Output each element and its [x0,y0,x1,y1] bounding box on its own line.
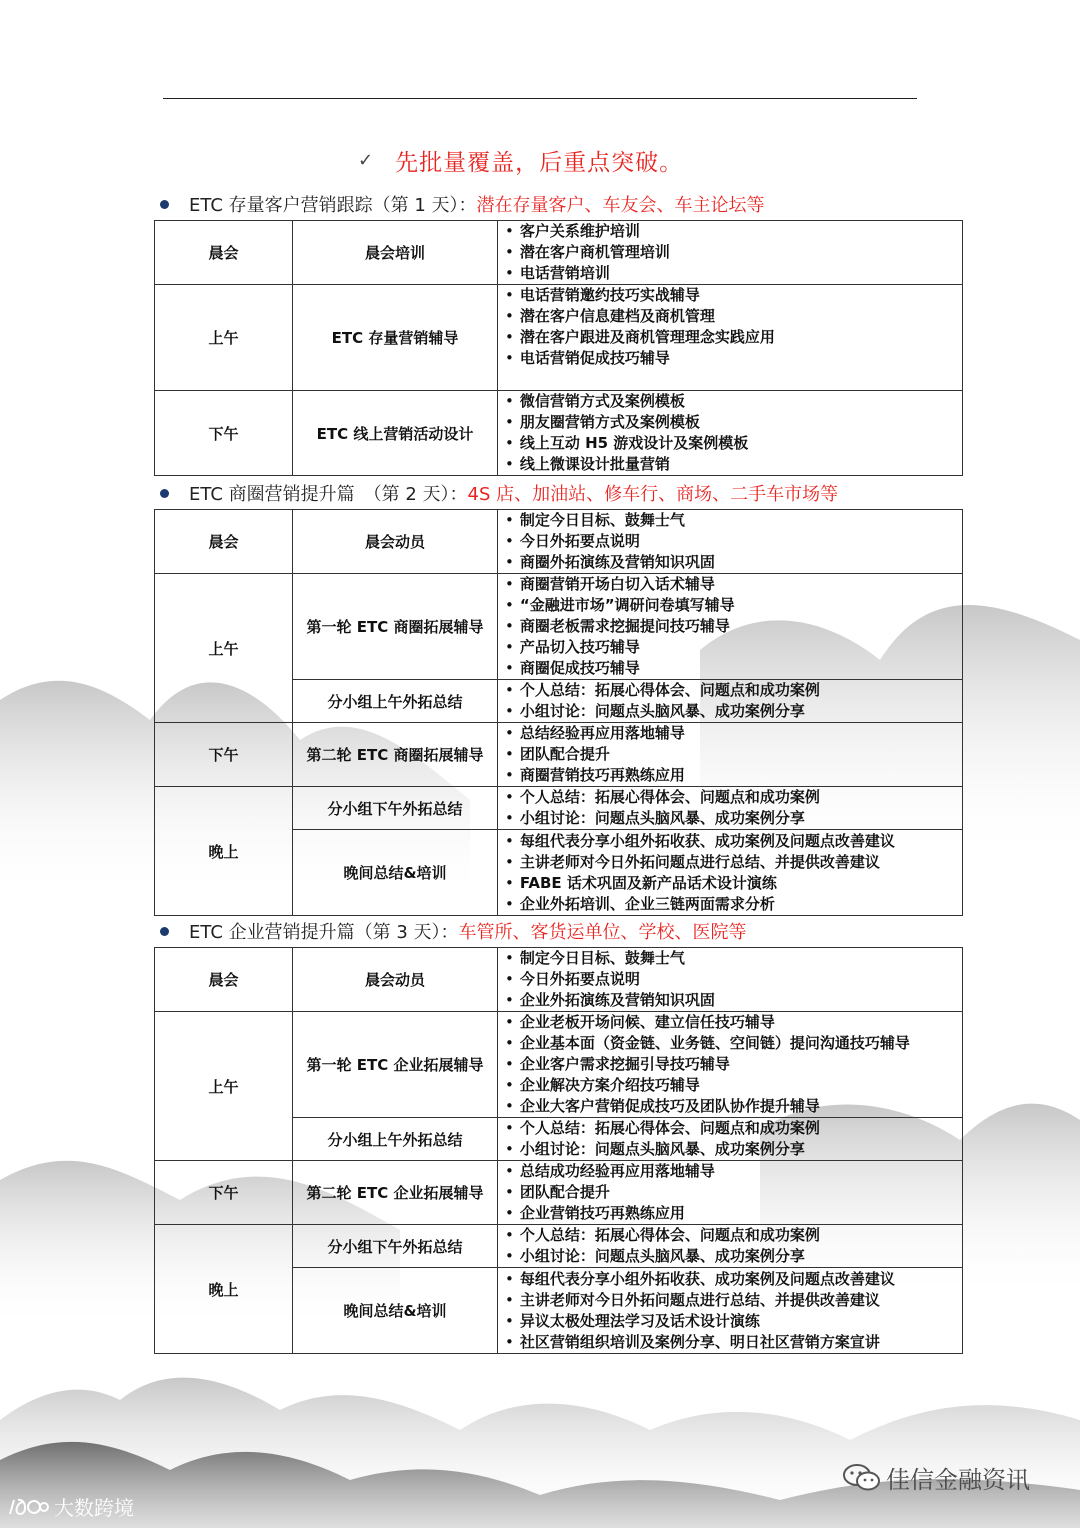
topic-cell: 晨会动员 [293,948,498,1012]
section-title-day3 [160,918,747,944]
list-item: • 小组讨论：问题点头脑风暴、成功案例分享 [505,808,962,829]
list-item: • 企业老板开场问候、建立信任技巧辅导 [505,1012,962,1033]
top-divider [163,98,917,99]
list-item: • 企业大客户营销促成技巧及团队协作提升辅导 [505,1096,962,1117]
time-cell: 晨会 [155,510,293,574]
items-cell [498,830,963,916]
list-item: • 制定今日目标、鼓舞士气 [505,948,962,969]
list-item: • 商圈老板需求挖掘提问技巧辅导 [505,616,962,637]
items-cell [498,221,963,285]
table-row [155,1161,963,1225]
bullet-icon [160,200,169,209]
list-item: • 今日外拓要点说明 [505,969,962,990]
items-cell [498,510,963,574]
list-item: • 企业客户需求挖掘引导技巧辅导 [505,1054,962,1075]
list-item: • 电话营销邀约技巧实战辅导 [505,285,962,306]
list-item: • 今日外拓要点说明 [505,531,962,552]
time-cell: 晨会 [155,948,293,1012]
section-highlight: 4S 店、加油站、修车行、商场、二手车市场等 [467,484,839,505]
list-item: • 个人总结：拓展心得体会、问题点和成功案例 [505,1118,962,1139]
section-label: ETC 商圈营销提升篇 （第 2 天）： [189,484,468,505]
table-row [155,221,963,285]
watermark-text: 大数跨境 [54,1496,134,1520]
list-item: • 朋友圈营销方式及案例模板 [505,412,962,433]
logo-icon [6,1494,50,1520]
items-cell [498,680,963,723]
list-item: • 小组讨论：问题点头脑风暴、成功案例分享 [505,701,962,722]
items-cell [498,1225,963,1268]
list-item: • 企业外拓演练及营销知识巩固 [505,990,962,1011]
section-highlight: 车管所、客货运单位、学校、医院等 [458,922,747,943]
list-item: • 个人总结：拓展心得体会、问题点和成功案例 [505,680,962,701]
table-row [155,723,963,787]
list-item: • 团队配合提升 [505,744,962,765]
check-icon: ✓ [358,149,374,171]
watermark-text: 佳信金融资讯 [886,1466,1030,1494]
list-item: • 客户关系维护培训 [505,221,962,242]
schedule-table-day1 [154,220,963,476]
items-cell [498,1268,963,1354]
items-cell [498,285,963,391]
items-cell [498,1118,963,1161]
section-label: ETC 存量客户营销跟踪（第 1 天）： [189,195,477,216]
list-item: • 商圈促成技巧辅导 [505,658,962,679]
list-item: • 个人总结：拓展心得体会、问题点和成功案例 [505,787,962,808]
list-item: • 总结经验再应用落地辅导 [505,723,962,744]
table-row [155,787,963,830]
wechat-icon [842,1462,882,1494]
table-row [155,510,963,574]
list-item: • 企业基本面（资金链、业务链、空间链）提问沟通技巧辅导 [505,1033,962,1054]
schedule-table-day3 [154,947,963,1354]
list-item: • 潜在客户商机管理培训 [505,242,962,263]
time-cell: 晚上 [155,1225,293,1354]
time-cell: 晨会 [155,221,293,285]
list-item: • 潜在客户跟进及商机管理理念实践应用 [505,327,962,348]
list-item: • 社区营销组织培训及案例分享、明日社区营销方案宣讲 [505,1332,962,1353]
topic-cell: 晨会动员 [293,510,498,574]
list-item: • 商圈营销技巧再熟练应用 [505,765,962,786]
list-item: • 电话营销培训 [505,263,962,284]
table-row [155,1012,963,1118]
list-item: • 商圈外拓演练及营销知识巩固 [505,552,962,573]
list-item: • 制定今日目标、鼓舞士气 [505,510,962,531]
topic-cell: 分小组上午外拓总结 [293,680,498,723]
topic-cell: ETC 线上营销活动设计 [293,391,498,476]
list-item: • 线上微课设计批量营销 [505,454,962,475]
topic-cell: 第一轮 ETC 商圈拓展辅导 [293,574,498,680]
time-cell: 晚上 [155,787,293,916]
time-cell: 上午 [155,1012,293,1161]
time-cell: 下午 [155,1161,293,1225]
list-item: • 产品切入技巧辅导 [505,637,962,658]
bullet-icon [160,927,169,936]
list-item: • 主讲老师对今日外拓问题点进行总结、并提供改善建议 [505,852,962,873]
list-item: • 线上互动 H5 游戏设计及案例模板 [505,433,962,454]
topic-cell: 第一轮 ETC 企业拓展辅导 [293,1012,498,1118]
topic-cell: 晨会培训 [293,221,498,285]
list-item: • 商圈营销开场白切入话术辅导 [505,574,962,595]
list-item: • 个人总结：拓展心得体会、问题点和成功案例 [505,1225,962,1246]
section-label: ETC 企业营销提升篇（第 3 天）： [189,922,459,943]
list-item: • 企业营销技巧再熟练应用 [505,1203,962,1224]
list-item: • 企业解决方案介绍技巧辅导 [505,1075,962,1096]
topic-cell: 晚间总结&培训 [293,830,498,916]
watermark-wechat [842,1460,1030,1495]
list-item: • “金融进市场”调研问卷填写辅导 [505,595,962,616]
topic-cell: 分小组上午外拓总结 [293,1118,498,1161]
list-item: • 潜在客户信息建档及商机管理 [505,306,962,327]
list-item: • 主讲老师对今日外拓问题点进行总结、并提供改善建议 [505,1290,962,1311]
table-row [155,574,963,680]
headline [358,142,683,178]
list-item: • 小组讨论：问题点头脑风暴、成功案例分享 [505,1139,962,1160]
table-row [155,1225,963,1268]
list-item: • FABE 话术巩固及新产品话术设计演练 [505,873,962,894]
items-cell [498,723,963,787]
section-highlight: 潜在存量客户、车友会、车主论坛等 [476,195,765,216]
list-item: • 总结成功经验再应用落地辅导 [505,1161,962,1182]
list-item: • 电话营销促成技巧辅导 [505,348,962,369]
items-cell [498,1012,963,1118]
items-cell [498,948,963,1012]
topic-cell: ETC 存量营销辅导 [293,285,498,391]
section-title-day1 [160,191,765,217]
time-cell: 上午 [155,574,293,723]
list-item: • 微信营销方式及案例模板 [505,391,962,412]
items-cell [498,574,963,680]
time-cell: 上午 [155,285,293,391]
bullet-icon [160,489,169,498]
items-cell [498,391,963,476]
list-item: • 团队配合提升 [505,1182,962,1203]
topic-cell: 第二轮 ETC 商圈拓展辅导 [293,723,498,787]
topic-cell: 第二轮 ETC 企业拓展辅导 [293,1161,498,1225]
table-row [155,285,963,391]
list-item: • 每组代表分享小组外拓收获、成功案例及问题点改善建议 [505,831,962,852]
items-cell [498,1161,963,1225]
list-item: • 企业外拓培训、企业三链两面需求分析 [505,894,962,915]
topic-cell: 分小组下午外拓总结 [293,1225,498,1268]
time-cell: 下午 [155,723,293,787]
table-row [155,948,963,1012]
list-item: • 小组讨论：问题点头脑风暴、成功案例分享 [505,1246,962,1267]
schedule-table-day2 [154,509,963,916]
watermark-logo [6,1492,134,1521]
list-item: • 每组代表分享小组外拓收获、成功案例及问题点改善建议 [505,1269,962,1290]
topic-cell: 晚间总结&培训 [293,1268,498,1354]
time-cell: 下午 [155,391,293,476]
table-row [155,391,963,476]
list-item: • 异议太极处理法学习及话术设计演练 [505,1311,962,1332]
headline-text: 先批量覆盖，后重点突破。 [395,149,684,176]
items-cell [498,787,963,830]
section-title-day2 [160,480,838,506]
topic-cell: 分小组下午外拓总结 [293,787,498,830]
